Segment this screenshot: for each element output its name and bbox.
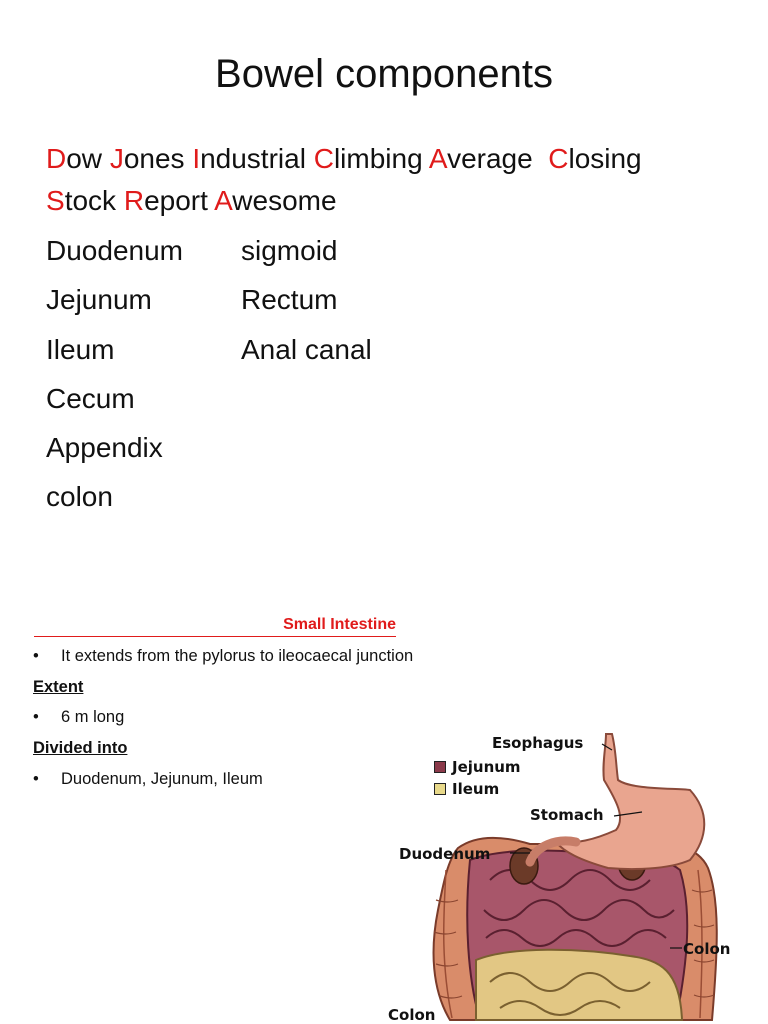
component-item: colon [46,481,113,513]
mnemonic-initial: C [548,143,569,174]
divided-heading: Divided into [33,739,128,757]
mnemonic-initial: J [109,143,124,174]
bullet-icon: • [33,647,39,665]
duodenum-label: Duodenum [399,845,491,863]
divided-bullet [33,768,263,790]
mnemonic-rest: losing [568,143,642,174]
mnemonic-initial: A [214,185,233,216]
mnemonic-initial: S [46,185,65,216]
components-column-2 [241,226,372,374]
mnemonic-word [46,185,124,216]
mnemonic-rest: eport [144,185,215,216]
component-item: sigmoid [241,235,338,266]
mnemonic-word [548,143,641,174]
mnemonic-word [314,143,429,174]
component-item: Appendix [46,432,163,464]
mnemonic-rest: ones [123,143,193,174]
mnemonic-rest: verage [447,143,549,174]
mnemonic-initial: I [192,143,201,174]
mnemonic-word [124,185,214,216]
legend-jejunum [434,758,521,776]
mnemonic-word [429,143,548,174]
description-text: It extends from the pylorus to ileocaecal junction [61,647,414,665]
mnemonic-line-2 [46,180,746,222]
mnemonic-word [46,143,110,174]
stomach-label: Stomach [530,806,604,824]
legend-label: Ileum [452,780,500,798]
small-intestine-header: Small Intestine [34,614,396,637]
component-item: Ileum [46,333,115,365]
legend-ileum [434,780,499,798]
colon-right-label: Colon [683,940,731,958]
extent-heading: Extent [33,678,84,696]
mnemonic-initial: D [46,143,67,174]
mnemonic-rest: ndustrial [200,143,314,174]
mnemonic-initial: A [428,143,448,174]
mnemonic-word [214,185,336,216]
mnemonic [46,138,746,222]
divided-text: Duodenum, Jejunum, Ileum [61,770,263,788]
jejunum-swatch-icon [434,761,446,773]
ileum-swatch-icon [434,783,446,795]
mnemonic-initial: R [123,185,145,216]
slide-title: Bowel components [215,52,553,96]
extent-bullet [33,706,124,728]
mnemonic-initial: C [313,143,334,174]
mnemonic-rest: ow [66,143,110,174]
components-column-1 [46,226,183,522]
component-item: Cecum [46,382,135,414]
extent-text: 6 m long [61,708,125,726]
legend-label: Jejunum [452,758,521,776]
component-item: Duodenum [46,235,183,266]
bullet-icon: • [33,770,39,788]
colon-bottom-label: Colon [388,1006,436,1024]
description-bullet [33,645,413,667]
mnemonic-rest: tock [64,185,124,216]
component-item: Anal canal [241,333,372,365]
stomach-shape [556,734,704,869]
component-item: Rectum [241,284,338,316]
mnemonic-line-1 [46,138,746,180]
component-item: Jejunum [46,284,152,316]
mnemonic-word [110,143,193,174]
digestive-tract-diagram [380,720,768,1024]
bullet-icon: • [33,708,39,726]
mnemonic-rest: wesome [232,185,337,216]
mnemonic-rest: limbing [333,143,429,174]
esophagus-label: Esophagus [492,734,584,752]
mnemonic-word [192,143,313,174]
